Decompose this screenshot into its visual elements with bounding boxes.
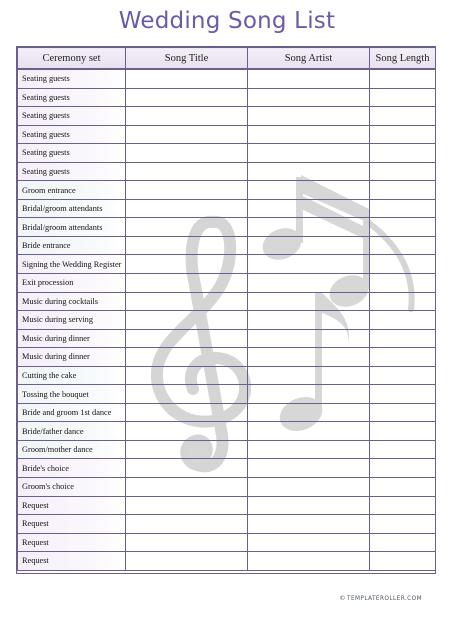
song-artist-cell[interactable] bbox=[248, 403, 370, 422]
song-length-cell[interactable] bbox=[370, 515, 436, 534]
table-row bbox=[18, 403, 436, 422]
song-length-cell[interactable] bbox=[370, 533, 436, 552]
song-title-cell[interactable] bbox=[126, 218, 248, 237]
ceremony-set-cell: Bride's choice bbox=[18, 459, 126, 478]
song-artist-cell[interactable] bbox=[248, 440, 370, 459]
song-length-cell[interactable] bbox=[370, 255, 436, 274]
column-header-song-artist: Song Artist bbox=[248, 48, 370, 70]
table-row bbox=[18, 69, 436, 88]
song-title-cell[interactable] bbox=[126, 107, 248, 126]
ceremony-set-cell: Seating guests bbox=[18, 107, 126, 126]
song-title-cell[interactable] bbox=[126, 366, 248, 385]
ceremony-set-cell: Groom/mother dance bbox=[18, 440, 126, 459]
copyright-icon: © bbox=[339, 594, 347, 602]
table-row bbox=[18, 440, 436, 459]
song-title-cell[interactable] bbox=[126, 88, 248, 107]
ceremony-set-cell: Music during dinner bbox=[18, 329, 126, 348]
song-title-cell[interactable] bbox=[126, 162, 248, 181]
song-list-sheet bbox=[16, 46, 436, 574]
ceremony-set-cell: Bridal/groom attendants bbox=[18, 199, 126, 218]
song-length-cell[interactable] bbox=[370, 459, 436, 478]
ceremony-set-cell: Exit procession bbox=[18, 274, 126, 293]
ceremony-set-cell: Tossing the bouquet bbox=[18, 385, 126, 404]
table-row bbox=[18, 515, 436, 534]
song-length-cell[interactable] bbox=[370, 218, 436, 237]
ceremony-set-cell: Bridal/groom attendants bbox=[18, 218, 126, 237]
song-artist-cell[interactable] bbox=[248, 348, 370, 367]
song-artist-cell[interactable] bbox=[248, 69, 370, 88]
song-title-cell[interactable] bbox=[126, 385, 248, 404]
table-row bbox=[18, 236, 436, 255]
table-row bbox=[18, 366, 436, 385]
table-row bbox=[18, 107, 436, 126]
song-artist-cell[interactable] bbox=[248, 125, 370, 144]
table-row bbox=[18, 255, 436, 274]
table-row bbox=[18, 125, 436, 144]
song-length-cell[interactable] bbox=[370, 422, 436, 441]
ceremony-set-cell: Request bbox=[18, 533, 126, 552]
song-title-cell[interactable] bbox=[126, 329, 248, 348]
song-table bbox=[17, 47, 436, 571]
song-title-cell[interactable] bbox=[126, 496, 248, 515]
table-row bbox=[18, 459, 436, 478]
song-artist-cell[interactable] bbox=[248, 533, 370, 552]
song-length-cell[interactable] bbox=[370, 292, 436, 311]
song-length-cell[interactable] bbox=[370, 88, 436, 107]
song-length-cell[interactable] bbox=[370, 552, 436, 571]
ceremony-set-cell: Groom's choice bbox=[18, 478, 126, 497]
song-artist-cell[interactable] bbox=[248, 552, 370, 571]
song-artist-cell[interactable] bbox=[248, 329, 370, 348]
ceremony-set-cell: Request bbox=[18, 496, 126, 515]
song-title-cell[interactable] bbox=[126, 274, 248, 293]
ceremony-set-cell: Seating guests bbox=[18, 144, 126, 163]
song-artist-cell[interactable] bbox=[248, 496, 370, 515]
song-length-cell[interactable] bbox=[370, 181, 436, 200]
song-length-cell[interactable] bbox=[370, 274, 436, 293]
song-title-cell[interactable] bbox=[126, 125, 248, 144]
song-title-cell[interactable] bbox=[126, 440, 248, 459]
song-artist-cell[interactable] bbox=[248, 515, 370, 534]
footer-brand-text: TEMPLATEROLLER.COM bbox=[347, 596, 422, 602]
column-header-ceremony-set: Ceremony set bbox=[18, 48, 126, 70]
song-title-cell[interactable] bbox=[126, 403, 248, 422]
song-artist-cell[interactable] bbox=[248, 366, 370, 385]
song-length-cell[interactable] bbox=[370, 348, 436, 367]
song-length-cell[interactable] bbox=[370, 107, 436, 126]
ceremony-set-cell: Request bbox=[18, 515, 126, 534]
footer-brand bbox=[312, 594, 422, 602]
song-length-cell[interactable] bbox=[370, 403, 436, 422]
song-artist-cell[interactable] bbox=[248, 236, 370, 255]
ceremony-set-cell: Seating guests bbox=[18, 125, 126, 144]
ceremony-set-cell: Cutting the cake bbox=[18, 366, 126, 385]
song-artist-cell[interactable] bbox=[248, 181, 370, 200]
ceremony-set-cell: Seating guests bbox=[18, 88, 126, 107]
table-row bbox=[18, 311, 436, 330]
song-length-cell[interactable] bbox=[370, 385, 436, 404]
song-artist-cell[interactable] bbox=[248, 88, 370, 107]
song-title-cell[interactable] bbox=[126, 348, 248, 367]
song-artist-cell[interactable] bbox=[248, 385, 370, 404]
table-row bbox=[18, 292, 436, 311]
song-artist-cell[interactable] bbox=[248, 162, 370, 181]
song-artist-cell[interactable] bbox=[248, 292, 370, 311]
ceremony-set-cell: Bride and groom 1st dance bbox=[18, 403, 126, 422]
table-row bbox=[18, 533, 436, 552]
song-length-cell[interactable] bbox=[370, 144, 436, 163]
ceremony-set-cell: Music during dinner bbox=[18, 348, 126, 367]
song-artist-cell[interactable] bbox=[248, 274, 370, 293]
column-header-song-title: Song Title bbox=[126, 48, 248, 70]
song-title-cell[interactable] bbox=[126, 236, 248, 255]
song-title-cell[interactable] bbox=[126, 292, 248, 311]
song-length-cell[interactable] bbox=[370, 440, 436, 459]
song-length-cell[interactable] bbox=[370, 366, 436, 385]
song-title-cell[interactable] bbox=[126, 459, 248, 478]
song-title-cell[interactable] bbox=[126, 533, 248, 552]
table-row bbox=[18, 496, 436, 515]
song-title-cell[interactable] bbox=[126, 69, 248, 88]
song-length-cell[interactable] bbox=[370, 329, 436, 348]
song-title-cell[interactable] bbox=[126, 478, 248, 497]
table-row bbox=[18, 144, 436, 163]
song-length-cell[interactable] bbox=[370, 311, 436, 330]
ceremony-set-cell: Bride/father dance bbox=[18, 422, 126, 441]
song-length-cell[interactable] bbox=[370, 496, 436, 515]
ceremony-set-cell: Bride entrance bbox=[18, 236, 126, 255]
table-row bbox=[18, 329, 436, 348]
ceremony-set-cell: Seating guests bbox=[18, 162, 126, 181]
table-row bbox=[18, 274, 436, 293]
table-row bbox=[18, 199, 436, 218]
table-row bbox=[18, 88, 436, 107]
song-length-cell[interactable] bbox=[370, 199, 436, 218]
ceremony-set-cell: Music during serving bbox=[18, 311, 126, 330]
song-title-cell[interactable] bbox=[126, 255, 248, 274]
ceremony-set-cell: Request bbox=[18, 552, 126, 571]
song-title-cell[interactable] bbox=[126, 515, 248, 534]
table-row bbox=[18, 478, 436, 497]
table-row bbox=[18, 218, 436, 237]
song-artist-cell[interactable] bbox=[248, 144, 370, 163]
song-length-cell[interactable] bbox=[370, 69, 436, 88]
ceremony-set-cell: Music during cocktails bbox=[18, 292, 126, 311]
song-artist-cell[interactable] bbox=[248, 459, 370, 478]
table-row bbox=[18, 181, 436, 200]
song-title-cell[interactable] bbox=[126, 199, 248, 218]
song-title-cell[interactable] bbox=[126, 311, 248, 330]
column-header-song-length: Song Length bbox=[370, 48, 436, 70]
song-length-cell[interactable] bbox=[370, 125, 436, 144]
page-title: Wedding Song List bbox=[118, 8, 336, 34]
ceremony-set-cell: Seating guests bbox=[18, 69, 126, 88]
song-length-cell[interactable] bbox=[370, 478, 436, 497]
table-row bbox=[18, 422, 436, 441]
song-title-cell[interactable] bbox=[126, 422, 248, 441]
song-length-cell[interactable] bbox=[370, 236, 436, 255]
ceremony-set-cell: Signing the Wedding Register bbox=[18, 255, 126, 274]
song-artist-cell[interactable] bbox=[248, 218, 370, 237]
song-artist-cell[interactable] bbox=[248, 107, 370, 126]
song-title-cell[interactable] bbox=[126, 181, 248, 200]
song-title-cell[interactable] bbox=[126, 552, 248, 571]
song-artist-cell[interactable] bbox=[248, 311, 370, 330]
table-row bbox=[18, 552, 436, 571]
song-length-cell[interactable] bbox=[370, 162, 436, 181]
table-row bbox=[18, 385, 436, 404]
song-title-cell[interactable] bbox=[126, 144, 248, 163]
table-row bbox=[18, 348, 436, 367]
song-artist-cell[interactable] bbox=[248, 478, 370, 497]
song-artist-cell[interactable] bbox=[248, 422, 370, 441]
song-artist-cell[interactable] bbox=[248, 199, 370, 218]
table-row bbox=[18, 162, 436, 181]
ceremony-set-cell: Groom entrance bbox=[18, 181, 126, 200]
table-header-row bbox=[18, 48, 436, 70]
song-artist-cell[interactable] bbox=[248, 255, 370, 274]
